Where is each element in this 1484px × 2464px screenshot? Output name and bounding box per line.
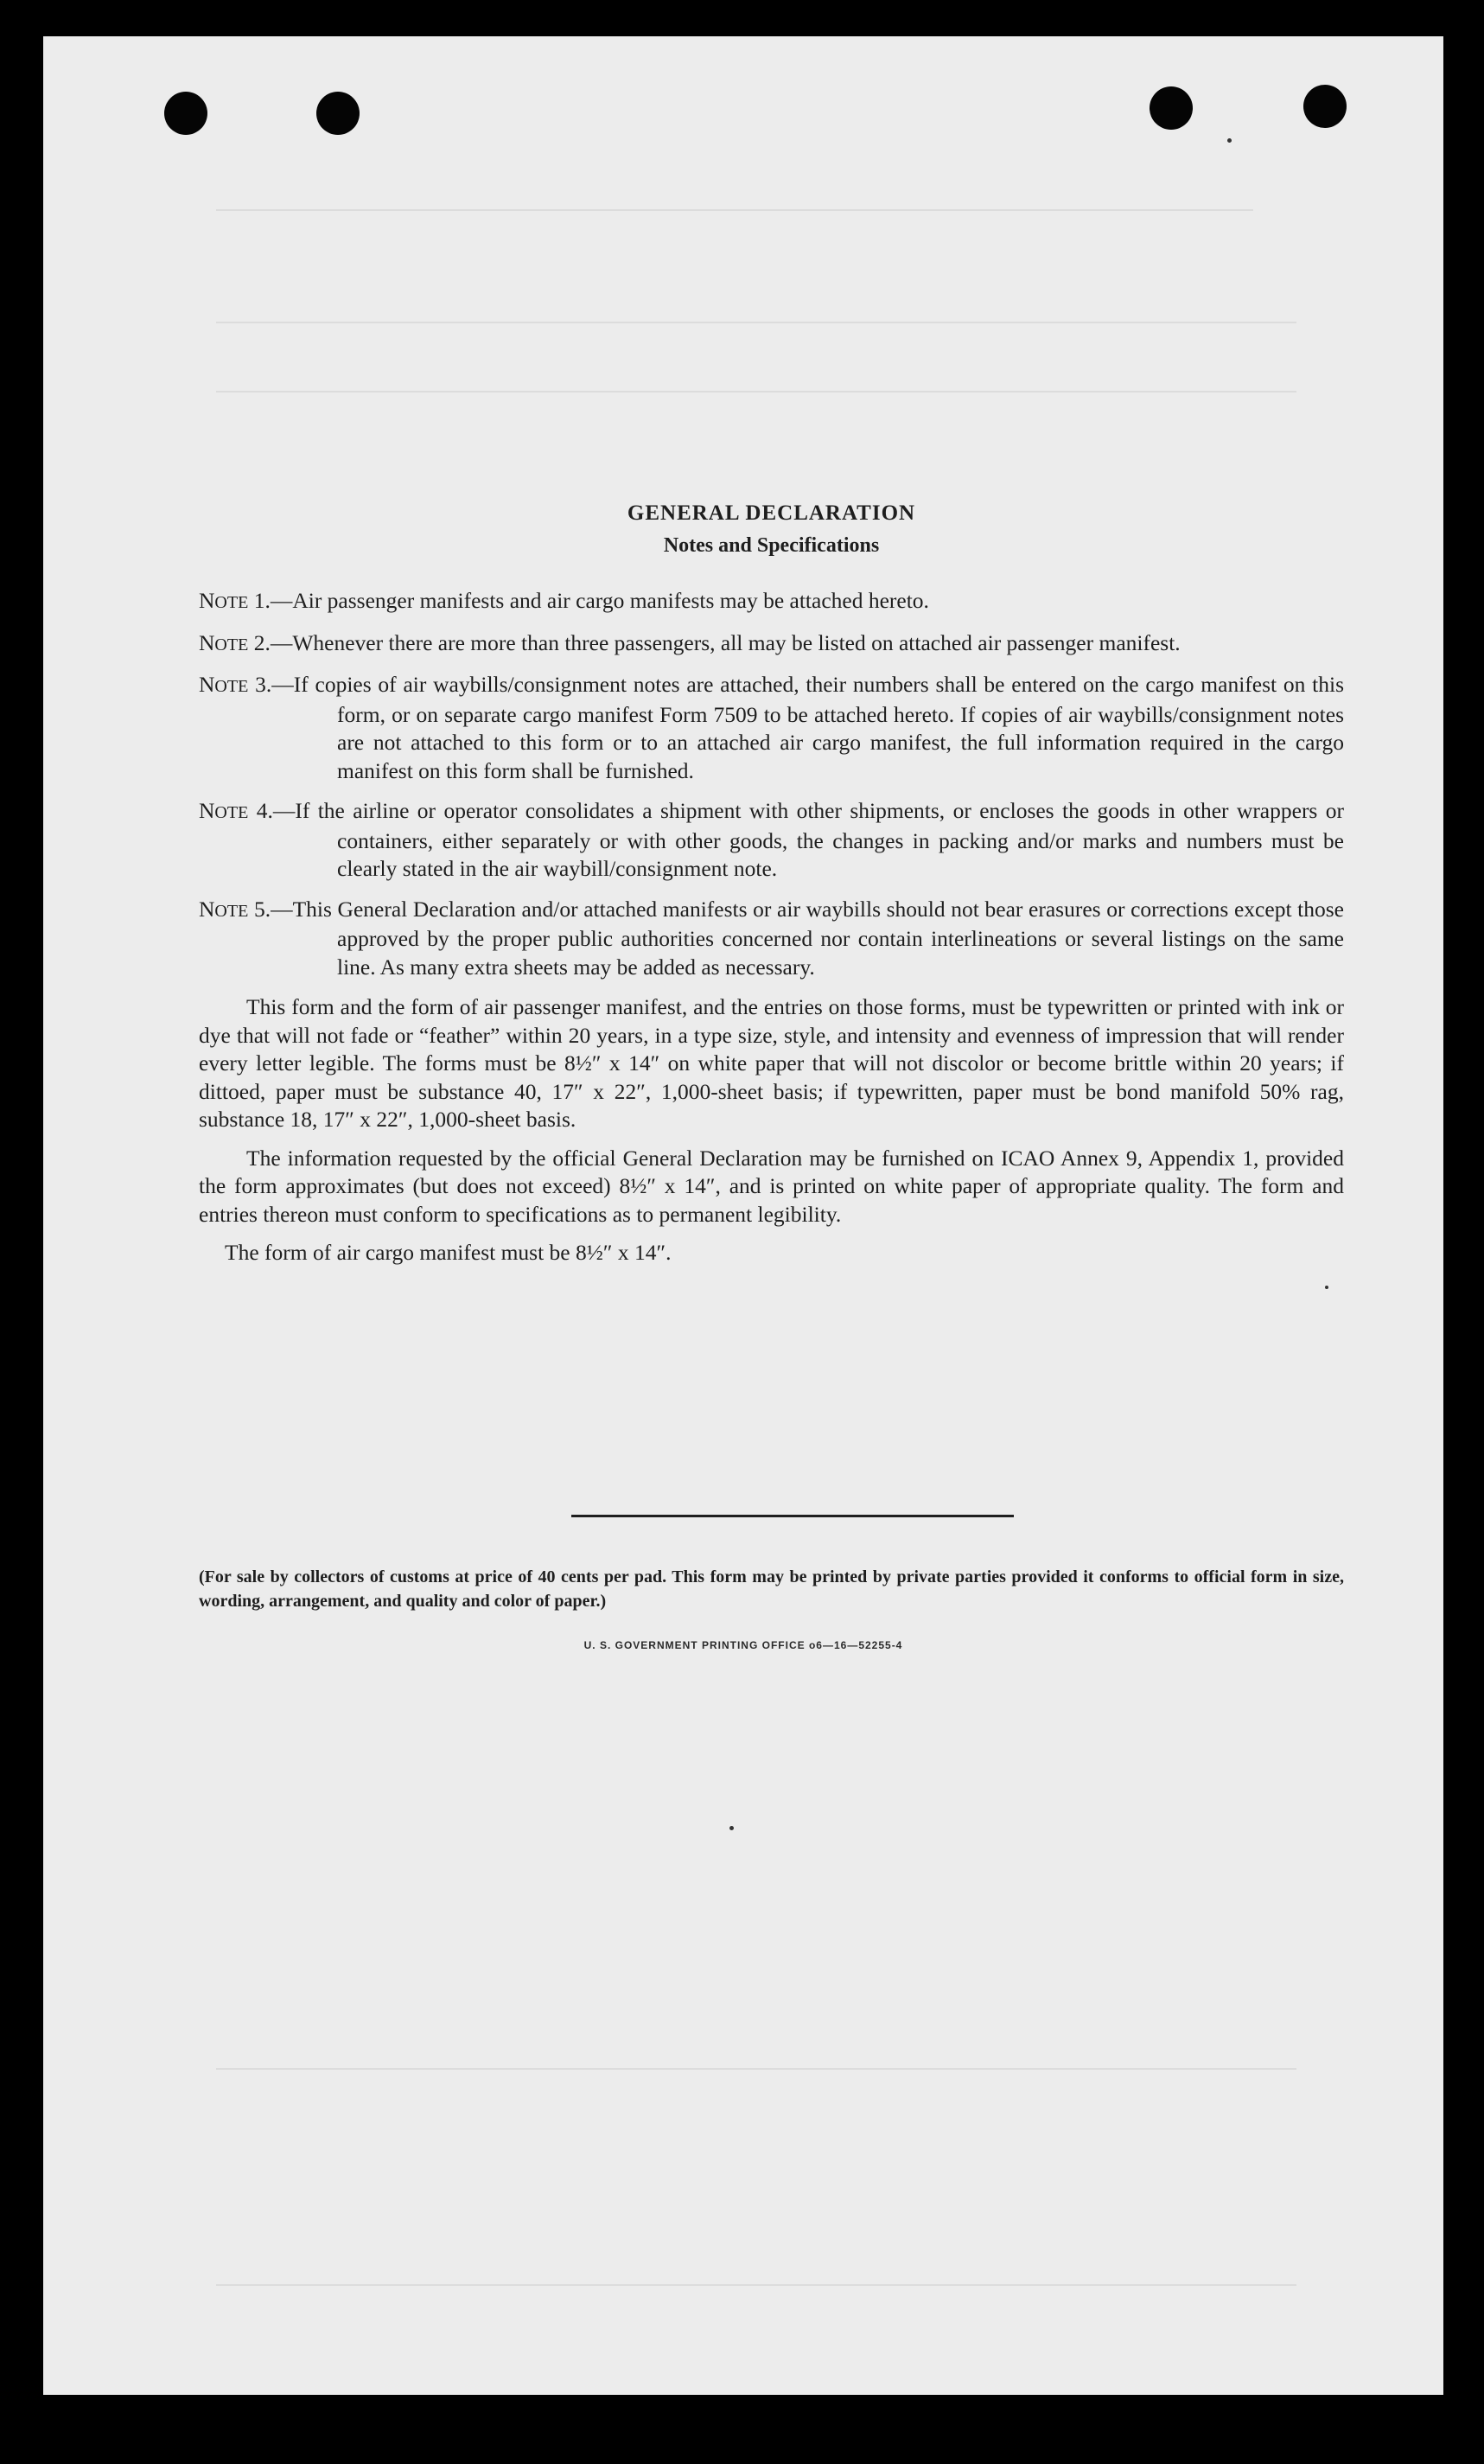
printer-line: U. S. GOVERNMENT PRINTING OFFICE o6—16—52255-4 <box>583 1639 903 1651</box>
note-text: If the airline or operator consolidates a shipment with other shipments, or encloses the goods in other wrappers or containers, either separately or with other goods, the changes in packing and/or marks and numbers must be clearly stated in the air waybill/consignment note. <box>295 798 1344 881</box>
bleed-through <box>216 322 1296 323</box>
note-item <box>199 629 1344 660</box>
paragraph: This form and the form of air passenger manifest, and the entries on those forms, must be typewritten or printed with ink or dye that will not fade or “feather” within 20 years, in a type size, style, and intensity and evenness of impression that will render every letter legible. The forms must be 8½″ x 14″ on white paper that will not discolor or become brittle within 20 years; if dittoed, paper must be substance 40, 17″ x 22″, 1,000-sheet basis; if typewritten, paper must be bond manifold 50% rag, substance 18, 17″ x 22″, 1,000-sheet basis. <box>199 994 1344 1132</box>
note-label: NOTE 2.— <box>199 629 293 655</box>
note-label: NOTE 5.— <box>199 896 293 922</box>
note-label: NOTE 4.— <box>199 798 296 823</box>
notes-list <box>199 587 1344 981</box>
note-text: This General Declaration and/or attached manifests or air waybills should not bear erasures or corrections except those approved by the proper public authorities concerned nor contain interlineations or several listings on the same line. As many extra sheets may be added as necessary. <box>292 896 1344 980</box>
note-item <box>199 671 1344 785</box>
speck <box>1325 1286 1328 1289</box>
page-title: GENERAL DECLARATION <box>627 501 916 525</box>
note-item <box>199 896 1344 982</box>
page-subtitle: Notes and Specifications <box>663 534 880 557</box>
punch-hole <box>1150 86 1193 130</box>
punch-hole <box>164 92 207 135</box>
punch-hole <box>316 92 360 135</box>
notes-section <box>199 501 1344 1267</box>
final-line: The form of air cargo manifest must be 8½″ x 14″. <box>225 1240 672 1265</box>
divider <box>571 1515 1014 1517</box>
note-label: NOTE 1.— <box>199 588 293 613</box>
note-text: If copies of air waybills/consignment notes are attached, their numbers shall be entered on the cargo manifest on this form, or on separate cargo manifest Form 7509 to be attached hereto. If copies of air waybills/consignment notes are not attached to this form or to an attached air cargo manifest, the full information required in the cargo manifest on this form shall be furnished. <box>293 672 1345 783</box>
sale-note: (For sale by collectors of customs at price of 40 cents per pad. This form may be printed by private parties provided it conforms to official form in size, wording, arrangement, and quality and color of paper.) <box>199 1567 1344 1611</box>
note-item <box>199 797 1344 884</box>
note-item <box>199 587 1344 617</box>
note-label: NOTE 3.— <box>199 672 294 697</box>
bleed-through <box>216 2068 1296 2070</box>
note-text: Air passenger manifests and air cargo manifests may be attached hereto. <box>292 588 929 613</box>
bleed-through <box>216 2284 1296 2286</box>
document-page <box>43 36 1443 2395</box>
note-text: Whenever there are more than three passengers, all may be listed on attached air passenger manifest. <box>292 629 1181 655</box>
paragraph: The information requested by the official General Declaration may be furnished on ICAO Annex 9, Appendix 1, provided the form approximates (but does not exceed) 8½″ x 14″, and is printed on white paper of appropriate quality. The form and entries thereon must conform to specifications as to permanent legibility. <box>199 1145 1344 1227</box>
punch-hole <box>1303 85 1347 128</box>
bleed-through <box>216 209 1253 211</box>
speck <box>1227 138 1232 143</box>
speck <box>729 1826 734 1830</box>
bleed-through <box>216 391 1296 393</box>
